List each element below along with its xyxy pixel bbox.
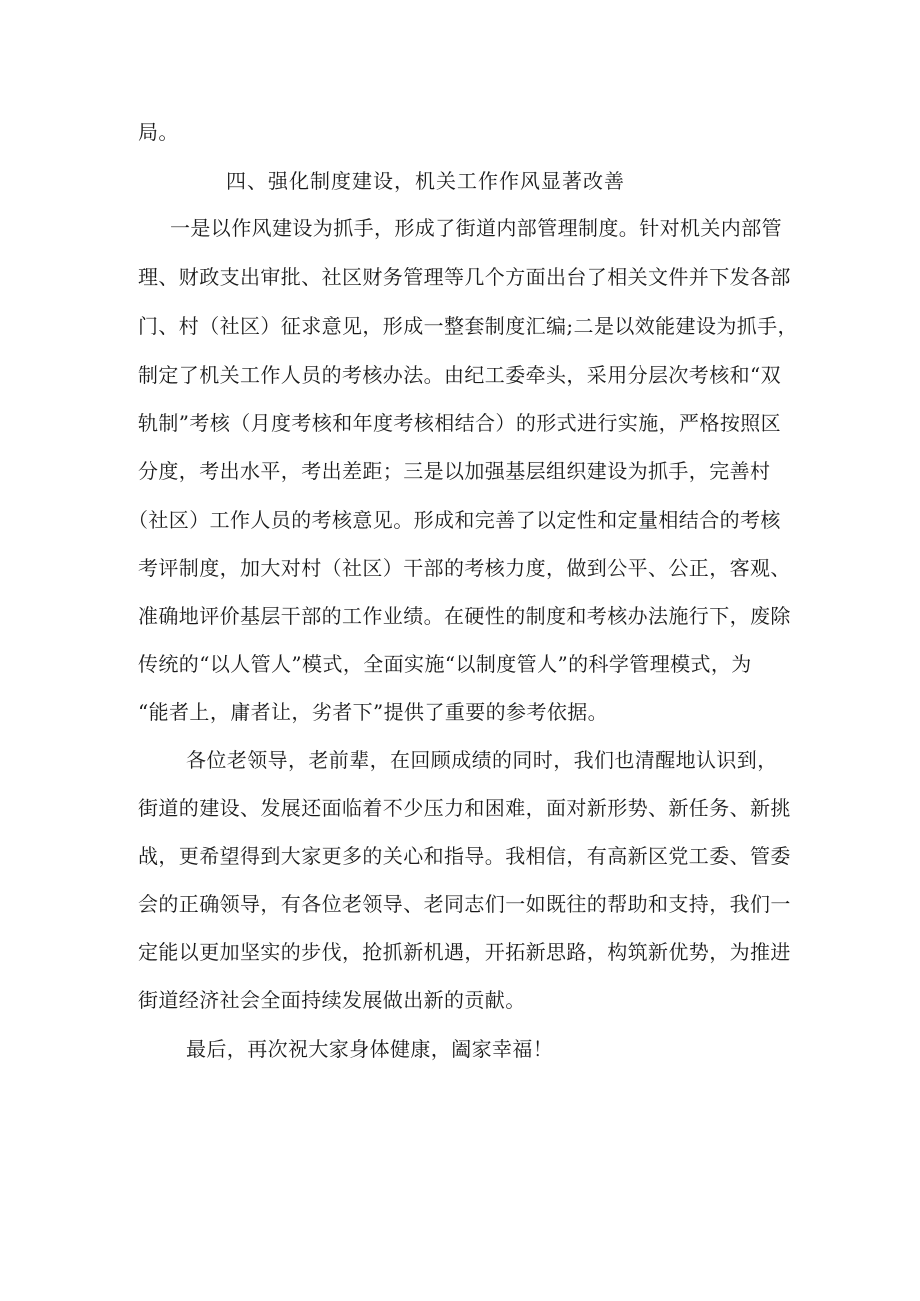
text-line: 一是以作风建设为抓手，形成了街道内部管理制度。针对机关内部管	[170, 216, 782, 240]
text-line: 考评制度，加大对村（社区）干部的考核力度，做到公平、公正，客观、	[138, 556, 791, 580]
text-line: 街道的建设、发展还面临着不少压力和困难，面对新形势、新任务、新挑	[138, 796, 791, 820]
paragraph-tail-line: 局。	[138, 120, 179, 144]
text-line: 分度，考出水平，考出差距；三是以加强基层组织建设为抓手，完善村	[138, 459, 771, 483]
text-line: “能者上，庸者让，劣者下”提供了重要的参考依据。	[138, 700, 609, 724]
text-line: 会的正确领导，有各位老领导、老同志们一如既往的帮助和支持，我们一	[138, 892, 791, 916]
text-line: 各位老领导，老前辈，在回顾成绩的同时，我们也清醒地认识到，	[186, 748, 778, 772]
text-line: 定能以更加坚实的步伐，抢抓新机遇，开拓新思路，构筑新优势，为推进	[138, 940, 791, 964]
text-line: 准确地评价基层干部的工作业绩。在硬性的制度和考核办法施行下，废除	[138, 604, 791, 628]
text-line: 传统的“以人管人”模式，全面实施“以制度管人”的科学管理模式，为	[138, 652, 752, 676]
text-line: （社区）工作人员的考核意见。形成和完善了以定性和定量相结合的考核	[128, 508, 781, 532]
text-line: 战，更希望得到大家更多的关心和指导。我相信，有高新区党工委、管委	[138, 844, 791, 868]
text-line: 制定了机关工作人员的考核办法。由纪工委牵头，采用分层次考核和“双	[138, 363, 782, 387]
text-line: 街道经济社会全面持续发展做出新的贡献。	[138, 988, 526, 1012]
text-line: 轨制”考核（月度考核和年度考核相结合）的形式进行实施，严格按照区	[138, 411, 782, 435]
text-line: 理、财政支出审批、社区财务管理等几个方面出台了相关文件并下发各部	[138, 265, 791, 289]
section-heading: 四、强化制度建设，机关工作作风显著改善	[226, 169, 625, 193]
closing-line: 最后，再次祝大家身体健康，阖家幸福！	[186, 1037, 554, 1061]
text-line: 门、村（社区）征求意见，形成一整套制度汇编;二是以效能建设为抓手，	[138, 314, 798, 338]
